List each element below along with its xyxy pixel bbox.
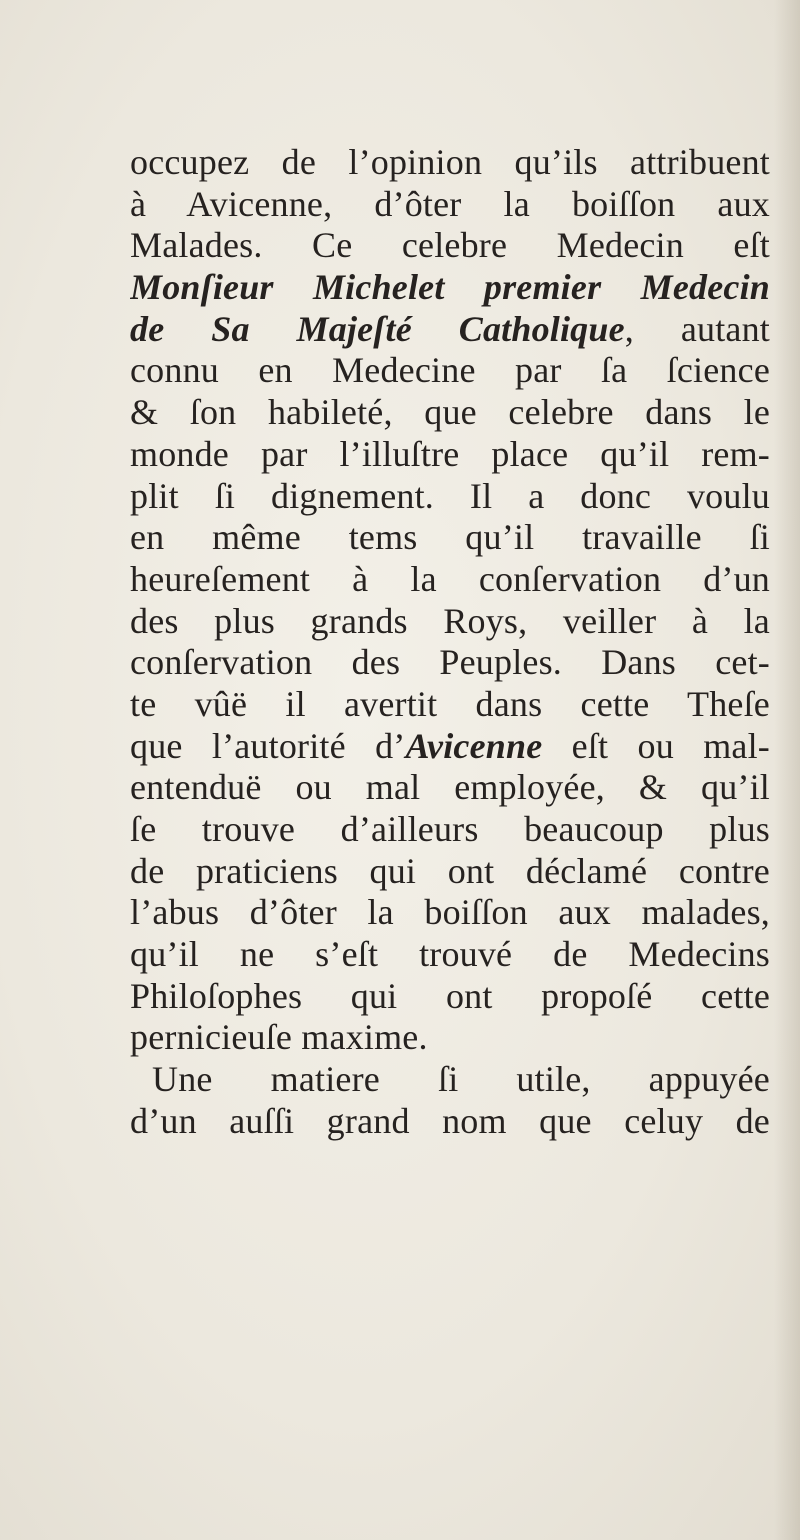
text-line: & ſon habileté, que celebre dans le xyxy=(130,392,770,433)
text-line: connu en Medecine par ſa ſcience xyxy=(130,350,770,391)
text-line-italic: Monſieur Michelet premier Medecin xyxy=(130,267,770,308)
text-line: Malades. Ce celebre Medecin eſt xyxy=(130,225,770,266)
text-line: conſervation des Peuples. Dans cet- xyxy=(130,642,770,683)
italic-run: Avicenne xyxy=(405,725,543,766)
page-edge-shadow xyxy=(774,0,800,1540)
text-line: ſe trouve d’ailleurs beaucoup plus xyxy=(130,809,770,849)
text-line: qu’il ne s’eſt trouvé de Medecins xyxy=(130,934,770,975)
text-line: Philoſophes qui ont propoſé cette xyxy=(130,975,770,1016)
text-line: des plus grands Roys, veiller à la xyxy=(130,600,770,641)
page-text-block xyxy=(130,142,770,1143)
roman-run: eſt ou mal- xyxy=(542,725,770,766)
text-line xyxy=(130,726,770,768)
italic-run: de Sa Majeſté Catholique xyxy=(130,308,625,349)
text-line: plit ſi dignement. Il a donc voulu xyxy=(130,475,770,516)
roman-run: , autant xyxy=(624,308,770,349)
text-line: de praticiens qui ont déclamé contre xyxy=(130,850,770,891)
text-line: heureſement à la conſervation d’un xyxy=(130,558,770,599)
text-line: l’abus d’ôter la boiſſon aux malades, xyxy=(130,892,770,933)
text-line: à Avicenne, d’ôter la boiſſon aux xyxy=(130,183,770,224)
text-line: d’un auſſi grand nom que celuy de xyxy=(130,1100,770,1141)
text-line: te vûë il avertit dans cette Theſe xyxy=(130,683,770,724)
text-line-paragraph-end: pernicieuſe maxime. xyxy=(130,1017,428,1058)
roman-run: que l’autorité d’ xyxy=(130,725,406,766)
text-line: monde par l’illuſtre place qu’il rem- xyxy=(130,433,770,474)
text-line: entenduë ou mal employée, & qu’il xyxy=(130,767,770,808)
text-line xyxy=(130,309,770,351)
text-line-paragraph-start: Une matiere ſi utile, appuyée xyxy=(152,1059,770,1100)
text-line: occupez de l’opinion qu’ils attribuent xyxy=(130,142,770,182)
text-line: en même tems qu’il travaille ſi xyxy=(130,517,770,558)
